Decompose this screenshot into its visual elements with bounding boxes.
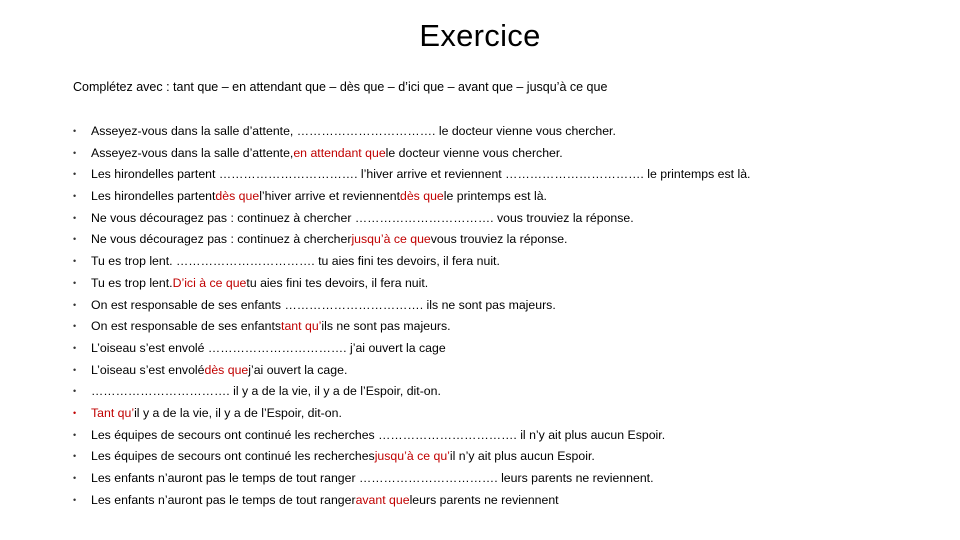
bullet-icon: • (73, 321, 77, 332)
answer-text: en attendant que (293, 145, 386, 160)
list-item (73, 143, 750, 165)
sentence-after: le printemps est là. (443, 189, 547, 204)
sentence-after: j’ai ouvert la cage. (248, 362, 348, 377)
bullet-icon: • (73, 169, 77, 180)
sentence-before: Asseyez-vous dans la salle d’attente, ……………………………. le docteur vienne vous chercher. (91, 124, 616, 138)
sentence-after: l’hiver arrive et reviennent (259, 189, 400, 204)
instruction-text: Complétez avec : tant que – en attendant que – dès que – d’ici que – avant que – jusqu’à ce que (73, 80, 608, 94)
list-item (73, 186, 750, 208)
sentence-after: ils ne sont pas majeurs. (321, 319, 451, 334)
bullet-icon: • (73, 234, 77, 245)
list-item (73, 468, 750, 490)
answer-text: dès que (215, 189, 260, 204)
bullet-icon: • (73, 342, 77, 353)
answer-text: jusqu’à ce qu’ (374, 449, 450, 464)
list-item (73, 164, 750, 186)
answer-text: avant que (355, 492, 410, 507)
bullet-icon: • (73, 212, 77, 223)
sentence-before: L’oiseau s’est envolé ……………………………. j’ai ouvert la cage (91, 340, 446, 355)
list-item (73, 446, 750, 468)
answer-text: Tant qu’ (91, 405, 135, 420)
bullet-icon: • (73, 407, 77, 418)
bullet-icon: • (73, 256, 77, 267)
bullet-icon: • (73, 429, 77, 440)
sentence-after: il n’y ait plus aucun Espoir. (449, 449, 595, 464)
list-item (73, 273, 750, 295)
bullet-icon: • (73, 299, 77, 310)
bullet-icon: • (73, 386, 77, 397)
answer-text: dès que (399, 189, 444, 204)
sentence-before: Ne vous découragez pas : continuez à chercher ……………………………. vous trouviez la réponse. (91, 210, 634, 225)
page-title: Exercice (419, 18, 541, 53)
sentence-before: Les hirondelles partent ……………………………. l’hiver arrive et reviennent ……………………………. le printemps est là. (91, 167, 751, 182)
sentence-before: On est responsable de ses enfants (91, 319, 282, 334)
bullet-icon: • (73, 147, 77, 158)
sentence-before: On est responsable de ses enfants ……………………………. ils ne sont pas majeurs. (91, 297, 556, 312)
sentence-after: le docteur vienne vous chercher. (385, 145, 563, 160)
list-item (73, 403, 750, 425)
answer-text: dès que (204, 362, 249, 377)
sentence-after: leurs parents ne reviennent (409, 492, 559, 507)
sentence-before: ……………………………. il y a de la vie, il y a de l’Espoir, dit-on. (91, 384, 441, 399)
bullet-icon: • (73, 126, 77, 136)
answer-text: jusqu’à ce que (351, 232, 431, 247)
list-item (73, 229, 750, 251)
bullet-icon: • (73, 494, 77, 505)
answer-text: tant qu’ (281, 319, 322, 334)
sentence-before: Asseyez-vous dans la salle d’attente, (91, 145, 294, 160)
list-item (73, 295, 750, 317)
list-item (73, 490, 750, 512)
sentence-before: Les hirondelles partent (91, 189, 216, 204)
sentence-before: Les enfants n’auront pas le temps de tout ranger (91, 492, 356, 507)
list-item (73, 360, 750, 382)
sentence-after: il y a de la vie, il y a de l’Espoir, dit-on. (134, 405, 342, 420)
bullet-icon: • (73, 451, 77, 462)
list-item (73, 316, 750, 338)
sentence-before: Ne vous découragez pas : continuez à chercher (91, 232, 352, 247)
sentence-before: Les équipes de secours ont continué les recherches ……………………………. il n’y ait plus aucun Espoir. (91, 427, 666, 442)
sentence-before: Tu es trop lent. (91, 275, 173, 290)
bullet-icon: • (73, 191, 77, 202)
bullet-icon: • (73, 473, 77, 483)
list-item (73, 338, 750, 360)
answer-text: D’ici à ce que (172, 275, 247, 290)
bullet-icon: • (73, 364, 77, 375)
sentence-after: vous trouviez la réponse. (430, 232, 568, 247)
exercise-list (73, 121, 750, 511)
sentence-before: Les enfants n’auront pas le temps de tout ranger ……………………………. leurs parents ne reviennent. (91, 471, 654, 485)
sentence-after: tu aies fini tes devoirs, il fera nuit. (246, 275, 429, 290)
sentence-before: Les équipes de secours ont continué les recherches (91, 449, 375, 464)
list-item (73, 251, 750, 273)
bullet-icon: • (73, 277, 77, 288)
list-item (73, 381, 750, 403)
sentence-before: L’oiseau s’est envolé (91, 362, 205, 377)
list-item (73, 208, 750, 230)
list-item (73, 121, 750, 143)
list-item (73, 425, 750, 447)
sentence-before: Tu es trop lent. ……………………………. tu aies fini tes devoirs, il fera nuit. (91, 254, 500, 269)
